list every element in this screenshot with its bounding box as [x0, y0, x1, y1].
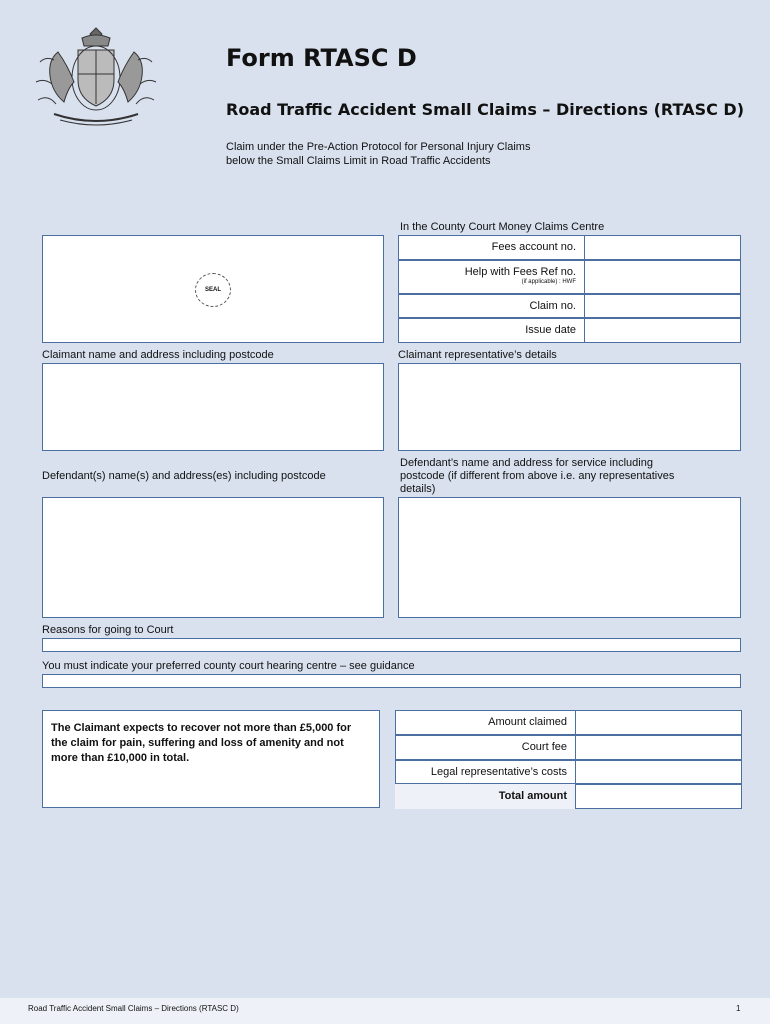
claim-no-label: Claim no. [398, 294, 585, 318]
reasons-label: Reasons for going to Court [42, 624, 174, 636]
page-number: 1 [736, 1004, 741, 1013]
issue-date-field[interactable] [584, 318, 741, 343]
form-description-line1: Claim under the Pre-Action Protocol for Personal Injury Claims [226, 141, 531, 153]
legal-costs-label: Legal representative’s costs [395, 760, 576, 784]
claim-no-field[interactable] [584, 294, 741, 318]
defendant-service-label-line1: Defendant’s name and address for service including [400, 457, 653, 469]
court-heading: In the County Court Money Claims Centre [400, 221, 605, 233]
claim-statement-box [42, 710, 380, 808]
hwf-label-cell [398, 260, 585, 294]
footer-text: Road Traffic Accident Small Claims – Directions (RTASC D) [28, 1004, 239, 1013]
amount-claimed-label: Amount claimed [395, 710, 576, 735]
form-title: Form RTASC D [226, 44, 417, 72]
claimant-rep-field[interactable] [398, 363, 741, 451]
seal-stamp-icon: SEAL [195, 273, 231, 307]
page-footer [0, 998, 770, 1024]
claimant-field[interactable] [42, 363, 384, 451]
hearing-centre-field[interactable] [42, 674, 741, 688]
defendant-field[interactable] [42, 497, 384, 618]
claim-statement-text: The Claimant expects to recover not more than £5,000 for the claim for pain, suffering and loss of amenity and not more than £10,000 in total. [51, 722, 352, 764]
court-fee-field[interactable] [575, 735, 742, 760]
claimant-rep-label: Claimant representative’s details [398, 349, 557, 361]
court-fee-label: Court fee [395, 735, 576, 760]
hearing-centre-label: You must indicate your preferred county court hearing centre – see guidance [42, 660, 415, 672]
reasons-field[interactable] [42, 638, 741, 652]
defendant-service-label-line2: postcode (if different from above i.e. any representatives [400, 470, 675, 482]
seal-box [42, 235, 384, 343]
amount-claimed-field[interactable] [575, 710, 742, 735]
fees-account-label: Fees account no. [398, 235, 585, 260]
defendant-label: Defendant(s) name(s) and address(es) including postcode [42, 470, 326, 482]
hwf-label: Help with Fees Ref no. [464, 266, 576, 278]
total-amount-field[interactable] [575, 784, 742, 809]
form-subtitle: Road Traffic Accident Small Claims – Directions (RTASC D) [226, 100, 744, 119]
hwf-ref-field[interactable] [584, 260, 741, 294]
legal-costs-field[interactable] [575, 760, 742, 784]
form-description-line2: below the Small Claims Limit in Road Traffic Accidents [226, 155, 491, 167]
coat-of-arms-icon [30, 22, 162, 126]
hwf-sublabel: (if applicable) : HWF [521, 279, 576, 285]
defendant-service-label-line3: details) [400, 483, 436, 495]
issue-date-label: Issue date [398, 318, 585, 343]
defendant-service-field[interactable] [398, 497, 741, 618]
fees-account-field[interactable] [584, 235, 741, 260]
total-amount-label: Total amount [395, 784, 576, 809]
claimant-label: Claimant name and address including postcode [42, 349, 274, 361]
